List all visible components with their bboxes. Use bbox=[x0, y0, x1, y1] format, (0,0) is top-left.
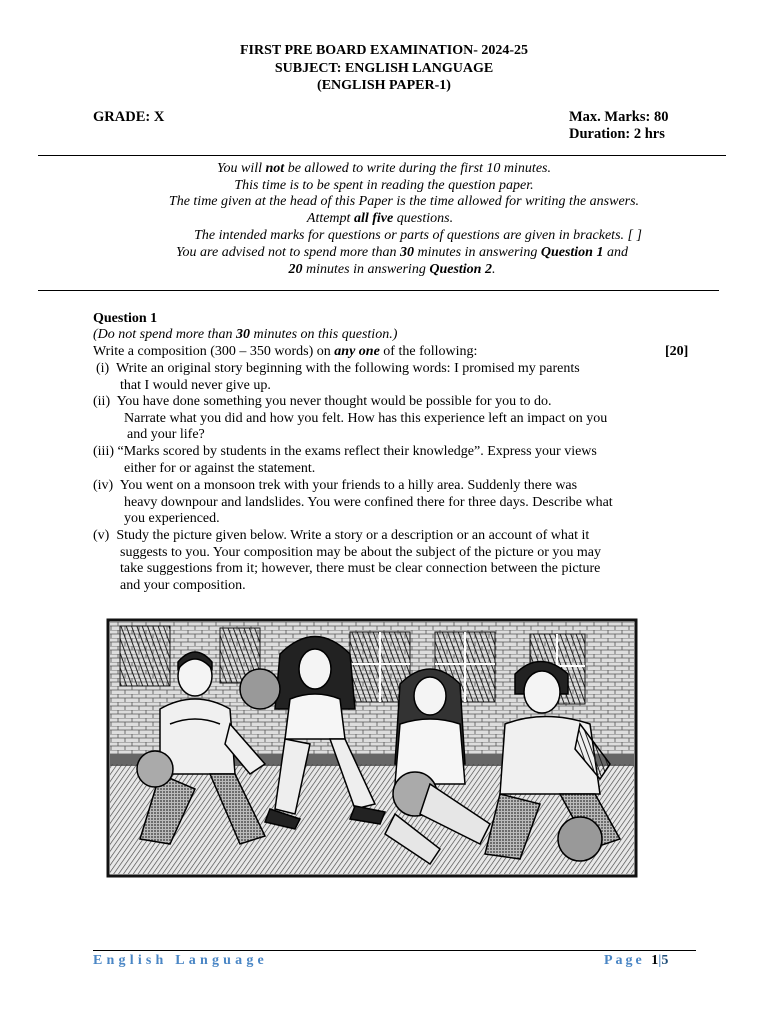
footer-divider bbox=[93, 950, 696, 951]
option-text: Narrate what you did and how you felt. How has this experience left an impact on you bbox=[124, 410, 608, 426]
option-text: heavy downpour and landslides. You were confined there for three days. Describe what bbox=[124, 494, 613, 510]
option-text: You went on a monsoon trek with your friends to a hilly area. Suddenly there was bbox=[119, 478, 578, 493]
instruction-line-3: The time given at the head of this Paper is the time allowed for writing the answers. bbox=[168, 194, 640, 209]
option-text: and your life? bbox=[127, 427, 205, 442]
max-marks: Max. Marks: 80 bbox=[569, 109, 669, 125]
question-1-heading: Question 1 bbox=[93, 311, 158, 326]
instruction-line-6: You are advised not to spend more than 30 minutes in answering Question 1 and bbox=[176, 245, 628, 260]
instruction-line-7: 20 minutes in answering Question 2. bbox=[288, 262, 496, 277]
instruction-line-1: You will not be allowed to write during the first 10 minutes. bbox=[217, 161, 551, 176]
option-text: you experienced. bbox=[124, 511, 220, 526]
option-text: either for or against the statement. bbox=[124, 460, 316, 476]
subject-line: SUBJECT: ENGLISH LANGUAGE bbox=[274, 61, 494, 76]
exam-title: FIRST PRE BOARD EXAMINATION- 2024-25 bbox=[239, 43, 529, 58]
instructions-divider bbox=[38, 290, 719, 291]
duration: Duration: 2 hrs bbox=[569, 126, 665, 142]
composition-option-iv bbox=[93, 478, 713, 528]
option-number: (iii) bbox=[93, 444, 114, 459]
composition-option-ii bbox=[93, 394, 713, 444]
option-number: (iv) bbox=[93, 478, 114, 493]
composition-option-i bbox=[93, 361, 713, 394]
question-1-prompt: Write a composition (300 – 350 words) on any one of the following: bbox=[93, 344, 478, 359]
option-text: “Marks scored by students in the exams reflect their knowledge”. Express your views bbox=[117, 444, 597, 459]
footer-page-number: Page 1|5 bbox=[604, 953, 669, 968]
instruction-line-5: The intended marks for questions or parts of questions are given in brackets. [ ] bbox=[194, 228, 642, 243]
footer-subject: English Language bbox=[93, 953, 268, 968]
composition-option-v bbox=[93, 528, 713, 594]
header-divider bbox=[38, 155, 726, 156]
grade-label: GRADE: X bbox=[93, 109, 165, 125]
composition-picture bbox=[100, 614, 646, 886]
option-text: take suggestions from it; however, there must be clear connection between the picture bbox=[120, 561, 601, 576]
option-number: (v) bbox=[93, 528, 110, 543]
composition-option-iii bbox=[93, 444, 713, 477]
option-text: and your composition. bbox=[120, 577, 246, 593]
question-1-note: (Do not spend more than 30 minutes on this question.) bbox=[93, 327, 398, 342]
instruction-line-4: Attempt all five questions. bbox=[306, 211, 454, 226]
question-1-marks: [20] bbox=[665, 344, 689, 359]
paper-line: (ENGLISH PAPER-1) bbox=[317, 78, 451, 93]
picture-illustration bbox=[100, 614, 646, 886]
option-number: (ii) bbox=[93, 394, 111, 409]
option-text: Study the picture given below. Write a story or a description or an account of what it bbox=[116, 528, 590, 543]
option-number: (i) bbox=[96, 361, 110, 376]
option-text: suggests to you. Your composition may be about the subject of the picture or you may bbox=[120, 544, 601, 560]
instruction-line-2: This time is to be spent in reading the question paper. bbox=[234, 178, 534, 193]
option-text: You have done something you never thought would be possible for you to do. bbox=[116, 394, 552, 409]
option-text: Write an original story beginning with the following words: I promised my parents bbox=[115, 361, 580, 376]
option-text: that I would never give up. bbox=[120, 377, 271, 393]
